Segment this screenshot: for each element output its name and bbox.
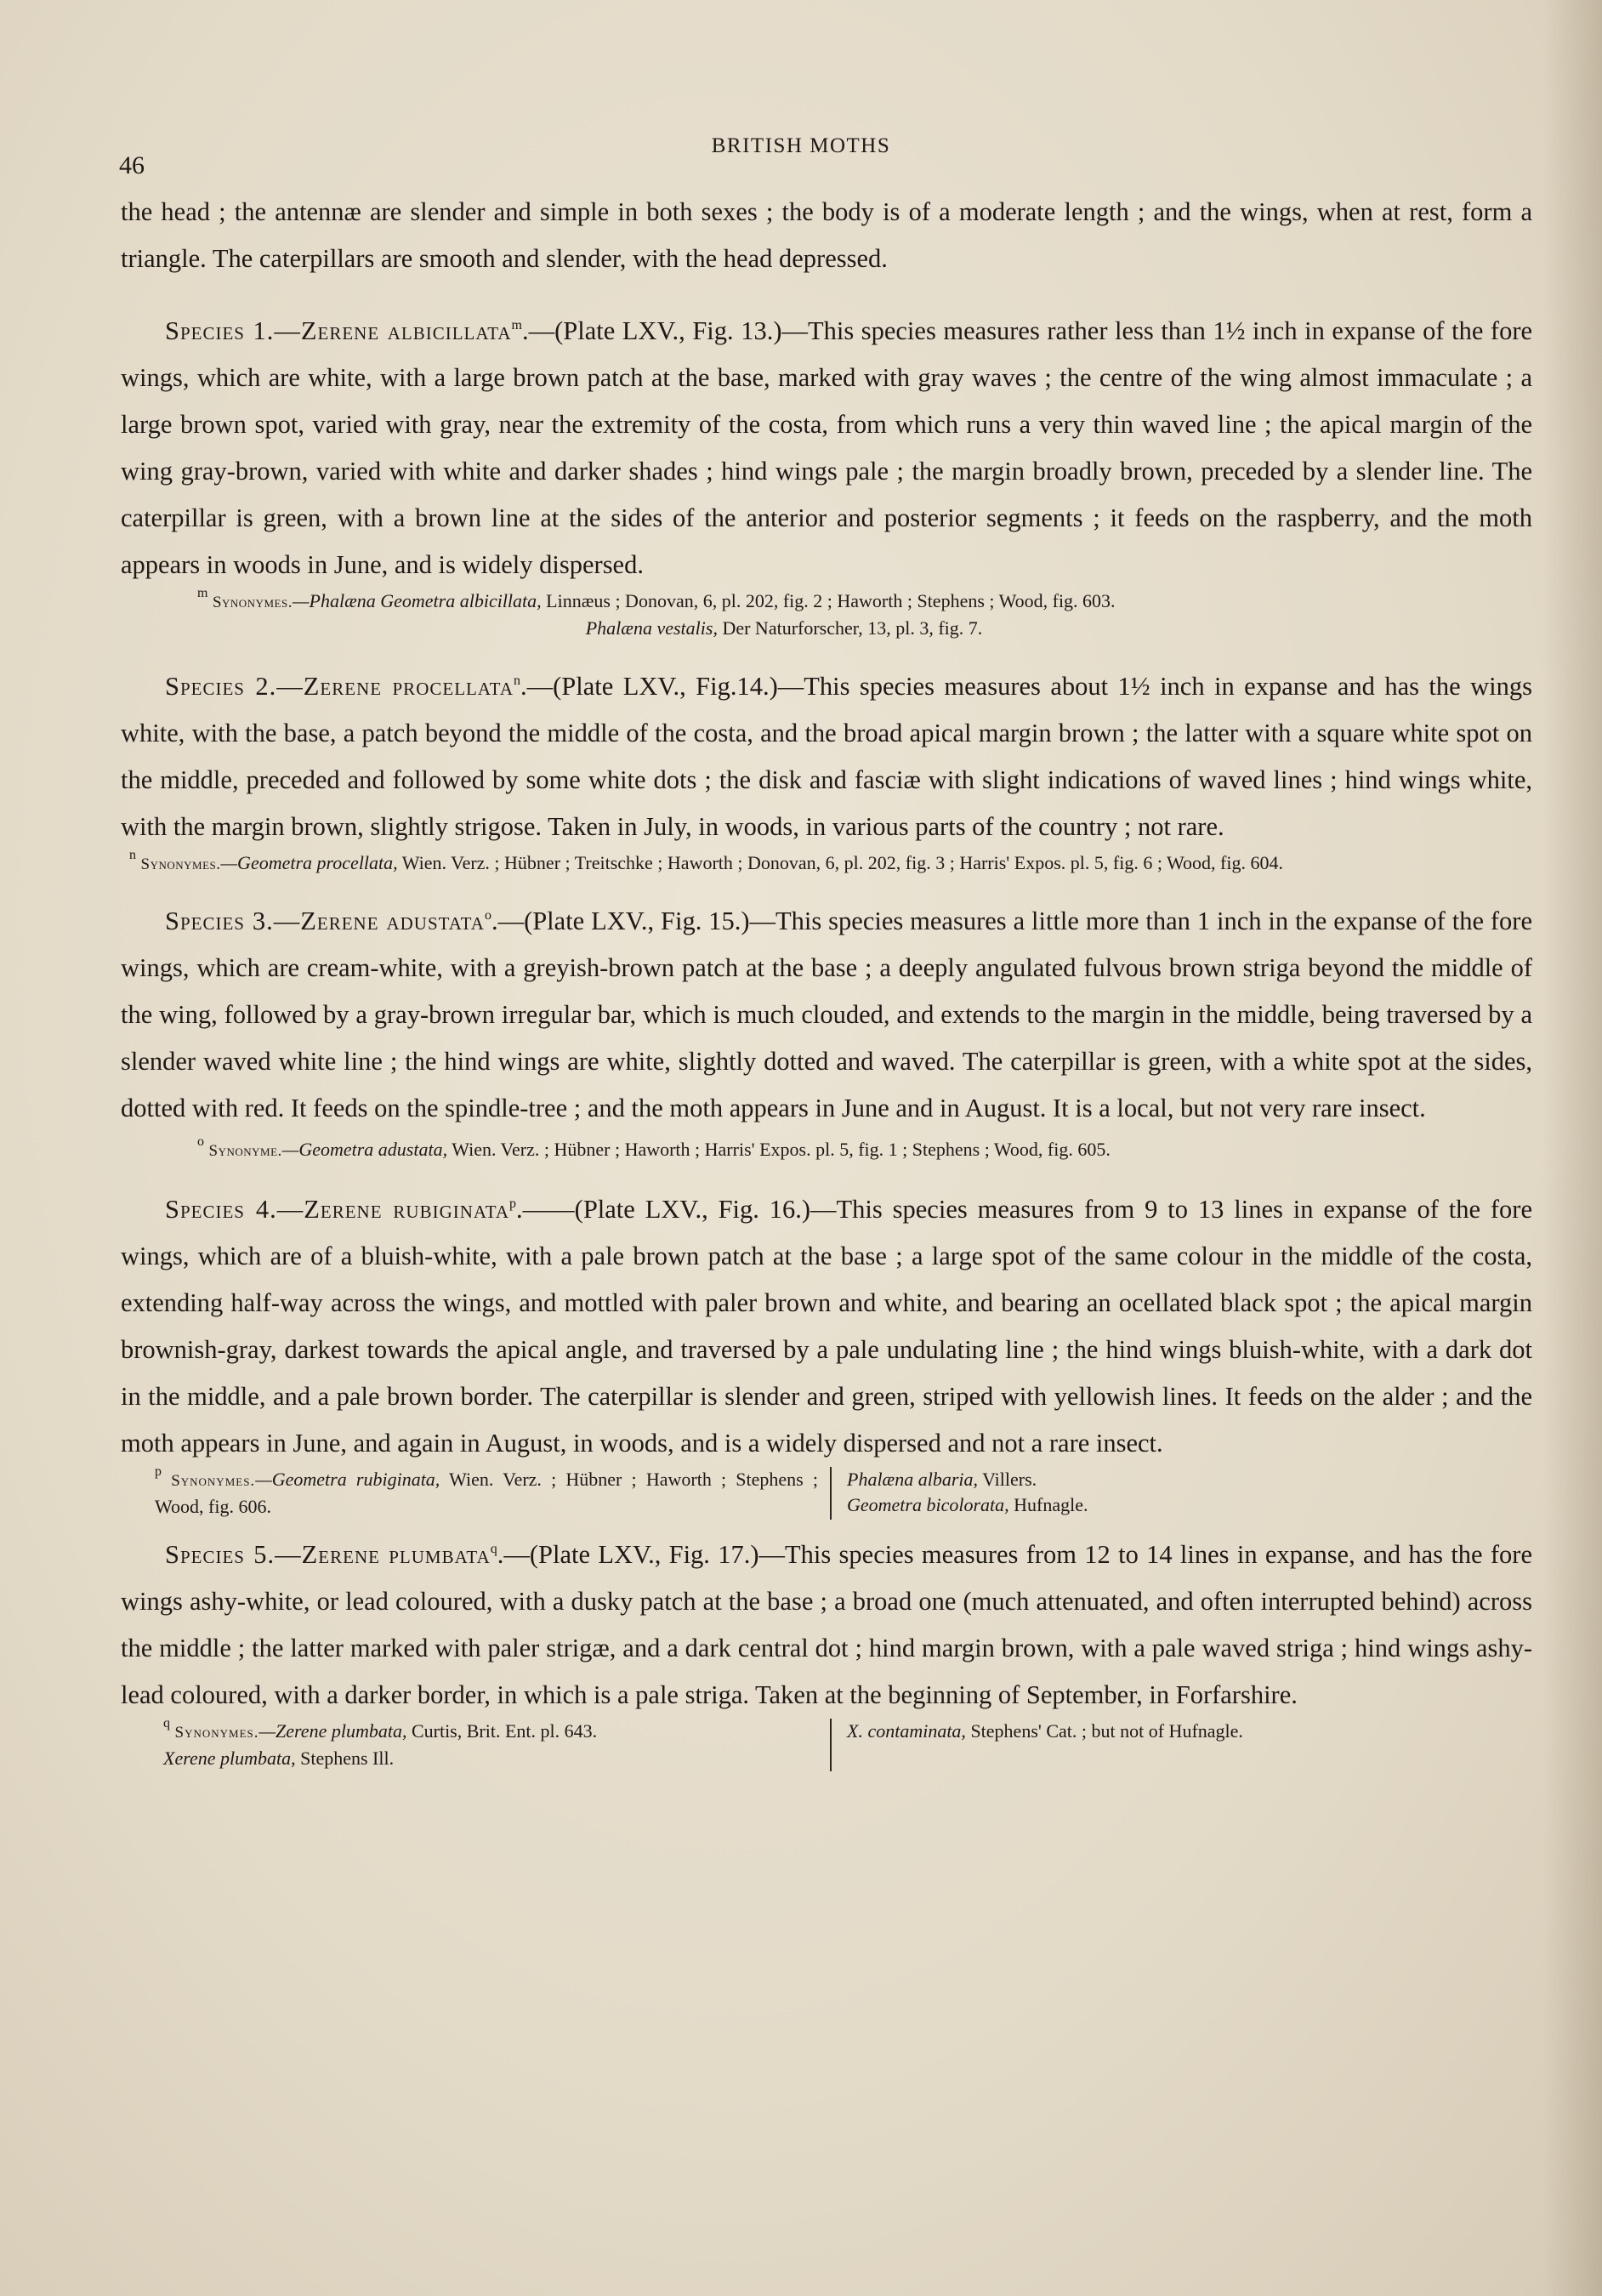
page-body [121,189,1532,1771]
species-5-syn-mark: q [163,1716,170,1731]
species-5-syn2-name: Xerene plumbata, [163,1748,296,1769]
species-5-syn-right1-text: Stephens' Cat. ; but not of Hufnagle. [965,1720,1243,1742]
species-3-mark: o [484,908,491,923]
species-2-text: .—(Plate LXV., Fig.14.)—This species measures about 1½ inch in expanse and has the wings white, with the base, a patch beyond the middle of the costa, and the broad apical margin brown ; the latter with a square white spot on the middle, preceded and followed by some white dots ; the disk and fasciæ with slight indications of waved lines ; hind wings white, with the margin brown, slightly strigose. Taken in July, in woods, in various parts of the country ; not rare. [121,672,1532,841]
species-2-syn-label: Synonymes. [140,855,221,873]
species-1-text: .—(Plate LXV., Fig. 13.)—This species measures rather less than 1½ inch in expanse of the fore wings, which are white, with a large brown patch at the base, marked with gray waves ; the centre of the wing almost immaculate ; a large brown spot, varied with gray, near the extremity of the costa, from which runs a very thin waved line ; the apical margin of the wing gray-brown, varied with white and darker shades ; hind wings pale ; the margin broadly brown, preceded by a slender line. The caterpillar is green, with a brown line at the sides of the anterior and posterior segments ; it feeds on the raspberry, and the moth appears in woods in June, and is widely dispersed. [121,316,1533,579]
species-1-syn-mark: m [197,586,208,600]
species-5-syn-label: Synonymes. [174,1724,259,1742]
species-3-syn-text: Wien. Verz. ; Hübner ; Haworth ; Harris' Expos. pl. 5, fig. 1 ; Stephens ; Wood, fig. 605. [447,1139,1111,1160]
species-5-paragraph [121,1532,1532,1719]
species-4-syn-right2-name: Geometra bicolorata, [847,1494,1009,1515]
species-3-paragraph [121,898,1532,1132]
page-number: 46 [119,151,145,179]
species-5-text: .—(Plate LXV., Fig. 17.)—This species measures from 12 to 14 lines in expanse, and has the fore wings ashy-white, or lead coloured, with a dusky patch at the base ; a broad one (much attenuated, and often interrupted behind) across the middle ; the latter marked with paler strigæ, and a dark central dot ; hind margin brown, with a pale waved striga ; hind wings ashy-lead coloured, with a darker border, in which is a pale striga. Taken at the beginning of September, in Forfarshire. [121,1540,1532,1709]
species-5-syn-divider [830,1719,832,1771]
species-3-syn-name: —Geometra adustata, [281,1139,448,1160]
species-5-syn-left [121,1716,830,1771]
species-5-mark: q [490,1542,497,1556]
species-1-syn-label: Synonymes. [212,594,293,611]
species-4-paragraph [121,1186,1532,1467]
species-1-label: Species 1.—Zerene albicillata [165,316,512,345]
species-2-syn-mark: n [129,848,136,862]
page-header [119,134,1483,177]
species-4-syn-left [121,1464,830,1520]
species-2-paragraph [121,663,1532,850]
species-4-syn-label: Synonymes. [171,1472,256,1490]
species-2-syn-name: —Geometra procellata, [220,852,398,873]
species-3-text: .—(Plate LXV., Fig. 15.)—This species measures a little more than 1 inch in the expanse of the fore wings, which are cream-white, with a greyish-brown patch at the base ; a deeply angulated fulvous brown striga beyond the middle of the wing, followed by a gray-brown irregular bar, which is much clouded, and extends to the margin in the middle, being traversed by a slender waved white line ; the hind wings are white, slightly dotted and waved. The caterpillar is green, with a white spot at the sides, dotted with red. It feeds on the spindle-tree ; and the moth appears in June and in August. It is a local, but not very rare insect. [121,906,1532,1122]
species-5-syn-text: Curtis, Brit. Ent. pl. 643. [406,1720,598,1742]
species-4-syn-right1-text: Villers. [978,1469,1037,1490]
species-5-label: Species 5.—Zerene plumbata [165,1540,491,1569]
running-head: BRITISH MOTHS [711,134,891,157]
species-1-syn-text: Linnæus ; Donovan, 6, pl. 202, fig. 2 ; Haworth ; Stephens ; Wood, fig. 603. [541,590,1116,611]
species-1-synonymes-2 [121,616,1532,641]
page-gutter-shadow [1542,0,1602,2296]
species-4-syn-name: —Geometra rubiginata, [255,1469,440,1490]
species-5-syn2-text: Stephens Ill. [295,1748,395,1769]
species-5-syn-right [847,1719,1442,1771]
species-4-syn-mark: p [155,1464,162,1479]
species-4-syn-right1-name: Phalæna albaria, [847,1469,979,1490]
species-4-syn-text: Wien. Verz. ; Hübner ; Haworth ; Stephens ; Wood, fig. 606. [155,1469,819,1517]
species-4-synonymes [121,1464,1532,1520]
species-5-syn-right1-name: X. contaminata, [847,1720,966,1742]
species-3-syn-label: Synonyme. [208,1142,282,1160]
intro-paragraph: the head ; the antennæ are slender and simple in both sexes ; the body is of a moderate length ; and the wings, when at rest, form a triangle. The caterpillars are smooth and slender, with the head depressed. [121,197,1532,273]
species-1-mark: m [511,318,522,332]
species-2-label: Species 2.—Zerene procellata [165,672,514,701]
species-4-syn-right2-text: Hufnagle. [1008,1494,1088,1515]
species-1-syn2-text: Der Naturforscher, 13, pl. 3, fig. 7. [717,617,983,639]
species-1-paragraph [121,308,1532,588]
species-5-syn-name: —Zerene plumbata, [258,1720,407,1742]
species-4-mark: p [509,1196,517,1211]
species-1-syn2-name: Phalæna vestalis, [585,617,718,639]
species-4-syn-divider [830,1467,832,1520]
species-3-synonymes [121,1134,1532,1164]
species-4-label: Species 4.—Zerene rubiginata [165,1195,510,1224]
species-5-synonymes [121,1716,1532,1771]
species-2-syn-text: Wien. Verz. ; Hübner ; Treitschke ; Haworth ; Donovan, 6, pl. 202, fig. 3 ; Harris' Expos. pl. 5, fig. 6 ; Wood, fig. 604. [397,852,1283,873]
species-2-synonymes [121,850,1532,878]
species-1-syn-name: —Phalæna Geometra albicillata, [292,590,542,611]
species-1-synonymes [121,588,1532,616]
species-2-mark: n [514,673,520,688]
species-3-label: Species 3.—Zerene adustata [165,906,485,935]
species-4-syn-right [847,1467,1442,1520]
species-4-text: .——(Plate LXV., Fig. 16.)—This species measures from 9 to 13 lines in expanse of the fore wings, which are of a bluish-white, with a pale brown patch at the base ; a large spot of the same colour in the middle of the costa, extending half-way across the wings, and mottled with paler brown and white, and bearing an ocellated black spot ; the apical margin brownish-gray, darkest towards the apical angle, and traversed by a pale undulating line ; the hind wings bluish-white, with a dark dot in the middle, and a pale brown border. The caterpillar is slender and green, striped with yellowish lines. It feeds on the alder ; and the moth appears in June, and again in August, in woods, and is a widely dispersed and not a rare insect. [121,1195,1532,1458]
species-3-syn-mark: o [197,1134,204,1149]
